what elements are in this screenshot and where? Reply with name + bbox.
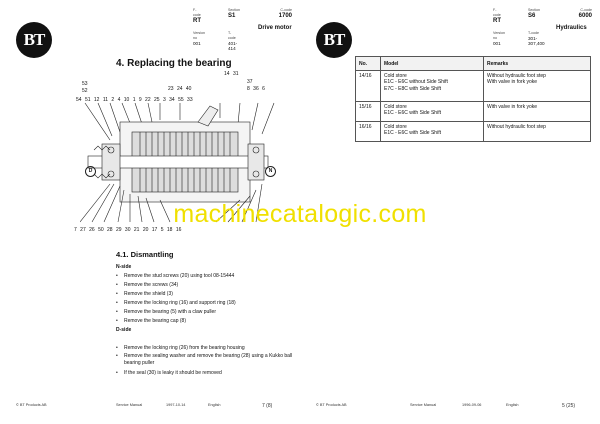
left-page: BT F-code RT Section S1 C-code 1700 Version no 001 T-code 401-414 Drive motor 4. Replacing the bearing 14 31 37 53 23 24 40 8 36 6 52 54 51 12 11 2 4 10 1 9 22 25 3 34 55 33 D N 7 27 26 50 28 29 30 21 20 17 5 18 16 4.1. Dismantling N-side • Remove the stud screws (20) using tool 08-15444 • Remove the screws (34) • Remove the shield (3) • Remove the locking ring (16) and support ring (18) • Remove the bearing (5) with a claw puller • Remove the bearing cap (8) D-side • Remove the locking ring (26) from the bearing housing • Remove the sealing washer and remove the bearing (28) using a Kukko ball bearing puller • If the seal (30) is leaky it should be removed © BT Products AB Service Manual 1997-10-14 English 7 (8) bbox=[0, 0, 300, 424]
list-item: • Remove the screws (34) bbox=[116, 281, 296, 290]
table-cell: With valve in fork yoke bbox=[484, 102, 591, 122]
n-side-marker: N bbox=[265, 166, 276, 177]
d-side-title: D-side bbox=[116, 327, 132, 333]
table-cell: 14/16 bbox=[356, 71, 381, 102]
list-item: • If the seal (30) is leaky it should be removed bbox=[116, 369, 296, 378]
d-side-steps bbox=[116, 344, 296, 377]
callouts-row-1: 14 31 bbox=[224, 71, 239, 77]
callouts-row-4: 52 bbox=[82, 88, 88, 94]
table-cell: Cold store E1C - E6C without Side Shift E7C - E8C with Side Shift bbox=[381, 71, 484, 102]
list-item: • Remove the locking ring (16) and support ring (18) bbox=[116, 299, 296, 308]
n-side-steps bbox=[116, 272, 296, 326]
table-row bbox=[356, 71, 591, 102]
callouts-row-5: 54 51 12 11 2 4 10 1 9 22 25 3 34 55 33 bbox=[76, 97, 193, 103]
table-cell: Without hydraulic foot step bbox=[484, 122, 591, 142]
table-cell: Cold store E1C - E6C with Side Shift bbox=[381, 122, 484, 142]
left-header-title: Drive motor bbox=[258, 25, 292, 31]
list-item: • Remove the sealing washer and remove the bearing (28) using a Kukko ball bearing puller bbox=[116, 353, 296, 367]
table-row bbox=[356, 122, 591, 142]
table-cell: 15/16 bbox=[356, 102, 381, 122]
bt-logo: BT bbox=[316, 22, 352, 58]
list-item: • Remove the shield (3) bbox=[116, 290, 296, 299]
callouts-row-3: 53 bbox=[82, 81, 88, 87]
callouts-row-3b: 23 24 40 bbox=[168, 86, 192, 92]
column-header: No. bbox=[356, 57, 381, 71]
table-cell: 16/16 bbox=[356, 122, 381, 142]
table-row bbox=[356, 102, 591, 122]
callouts-bottom: 7 27 26 50 28 29 30 21 20 17 5 18 16 bbox=[74, 227, 182, 233]
table-cell: Without hydraulic foot step With valve in fork yoke bbox=[484, 71, 591, 102]
list-item: • Remove the locking ring (26) from the bearing housing bbox=[116, 344, 296, 353]
table-cell: Cold store E1C - E6C with Side Shift bbox=[381, 102, 484, 122]
list-item: • Remove the bearing cap (8) bbox=[116, 317, 296, 326]
table-header-row bbox=[356, 57, 591, 71]
watermark: machinecatalogic.com bbox=[173, 200, 427, 228]
list-item: • Remove the bearing (5) with a claw puller bbox=[116, 308, 296, 317]
right-header-title: Hydraulics bbox=[556, 25, 587, 31]
n-side-title: N-side bbox=[116, 264, 132, 270]
callouts-row-2: 37 bbox=[247, 79, 253, 85]
bt-logo: BT bbox=[16, 22, 52, 58]
right-page: BT F-code RT Section S6 C-code 6000 Version no 001 T-code 301-307,400 Hydraulics No. Model Remarks 14/16 Cold store E1C - E6C without Side Shift E7C - E8C with Side Shift Without hydraulic foot step With valve in fork yoke 15/16 Cold store E1C - E6C with Side Shift With valve in fork yoke 16/16 Cold store E1C - E6C with Side Shift Without hydraulic foot step © BT Products AB Service Manual 1996-09-06 English 5 (25) bbox=[316, 8, 592, 409]
section-title: 4. Replacing the bearing bbox=[116, 58, 232, 69]
column-header: Model bbox=[381, 57, 484, 71]
column-header: Remarks bbox=[484, 57, 591, 71]
callouts-row-3c: 8 36 6 bbox=[247, 86, 265, 92]
list-item: • Remove the stud screws (20) using tool 08-15444 bbox=[116, 272, 296, 281]
subsection-title: 4.1. Dismantling bbox=[116, 250, 174, 259]
d-side-marker: D bbox=[85, 166, 96, 177]
model-table bbox=[355, 56, 591, 142]
